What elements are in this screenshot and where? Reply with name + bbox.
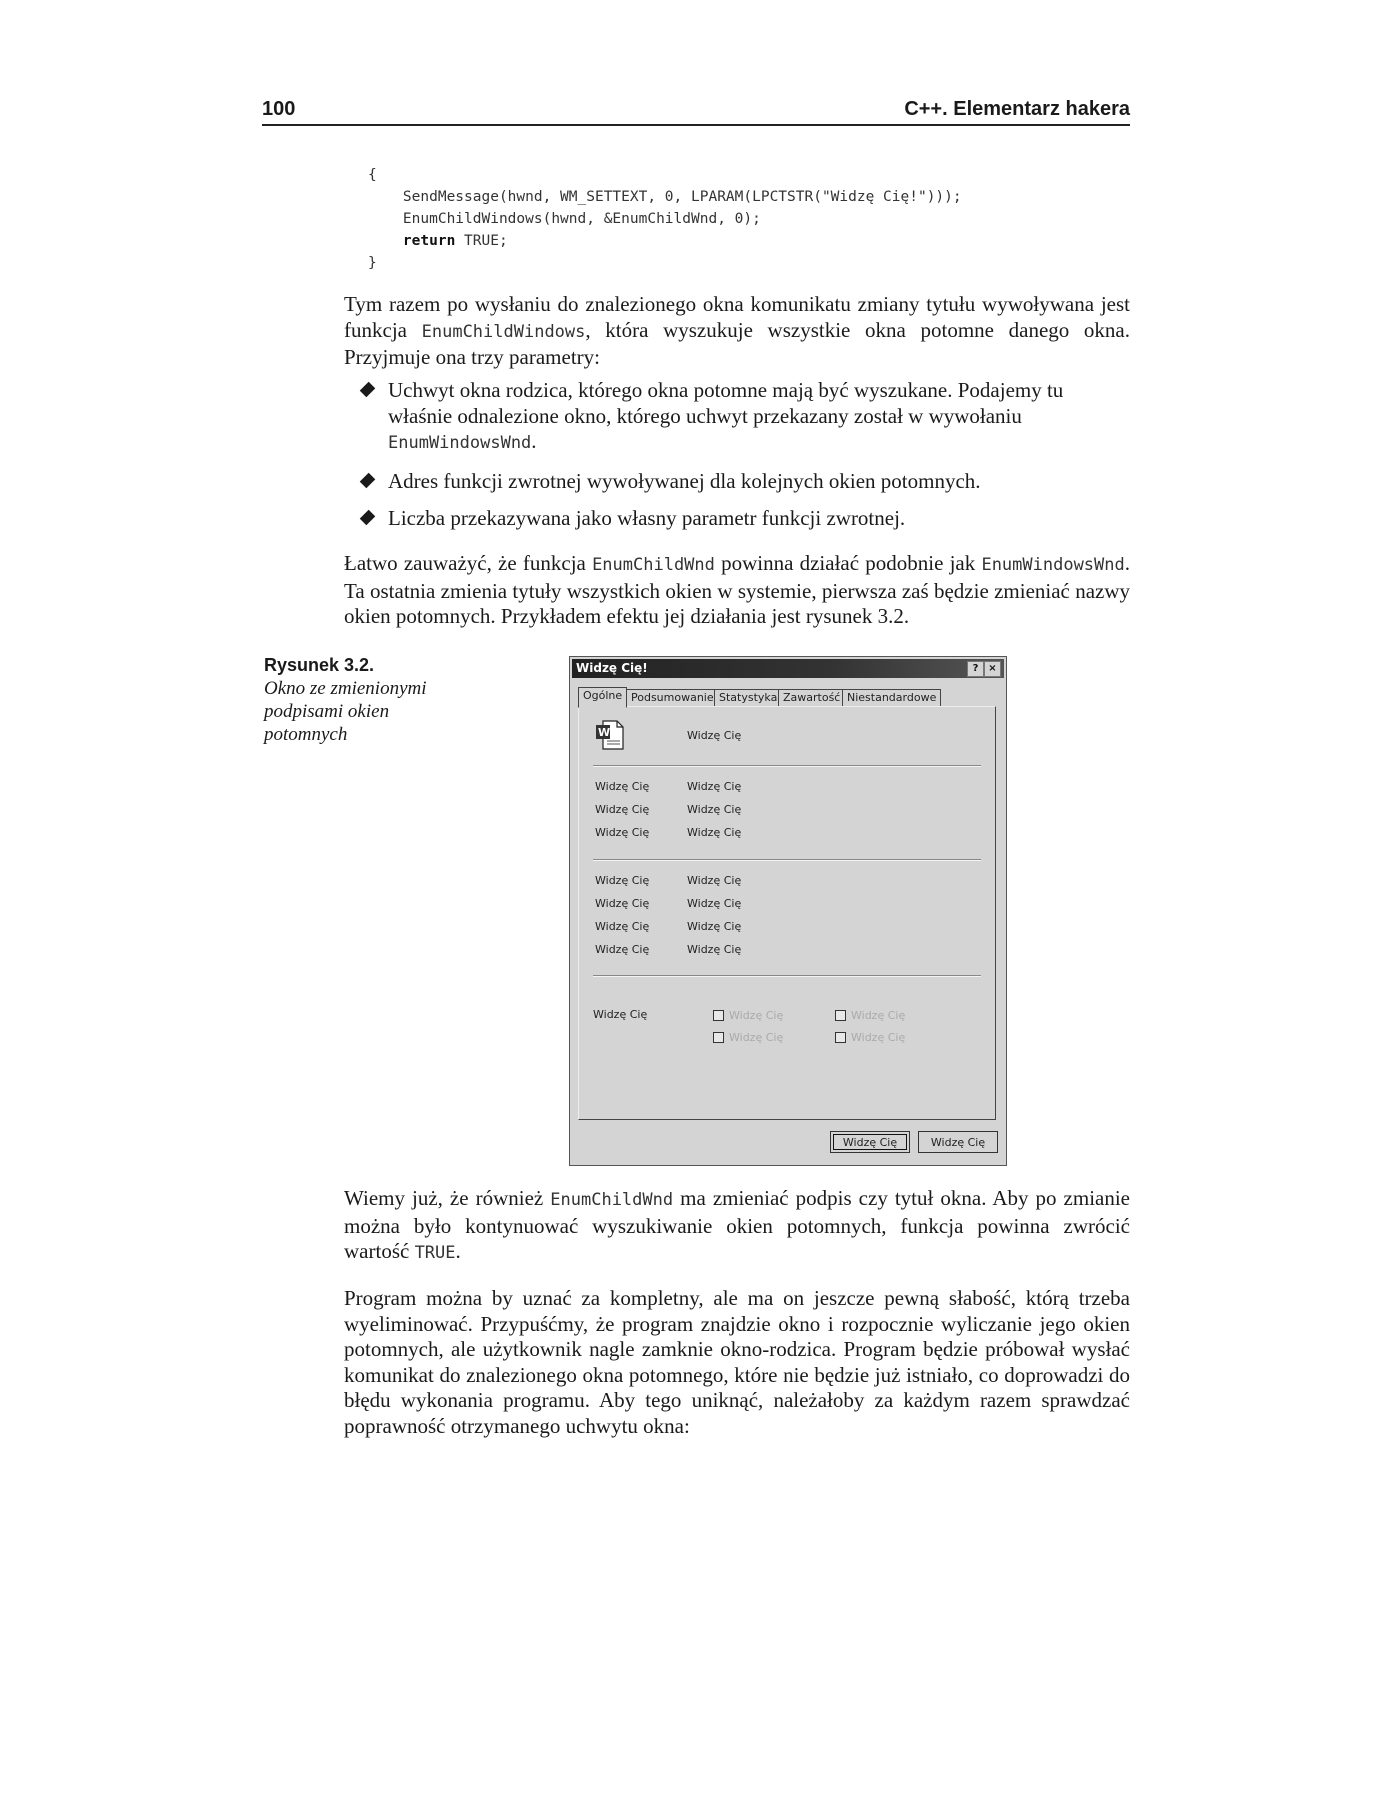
help-button[interactable]: ? bbox=[967, 661, 984, 677]
field-label: Widzę Cię bbox=[595, 780, 650, 793]
para1-code: EnumChildWindows bbox=[421, 321, 586, 342]
checkbox-label: Widzę Cię bbox=[851, 1009, 906, 1022]
attribute-checkbox[interactable] bbox=[713, 1032, 724, 1043]
field-label: Widzę Cię bbox=[595, 897, 650, 910]
word-document-icon bbox=[595, 719, 625, 751]
diamond-bullet-icon bbox=[360, 510, 376, 526]
para2-text-c: . Ta ostatnia zmienia tytuły wszystkich okien w systemie, pierwsza zaś będzie zmieniać nazwy okien potomnych. Przykładem efektu jej działania jest rysunek 3.2. bbox=[344, 551, 1130, 628]
field-value: Widzę Cię bbox=[687, 826, 742, 839]
field-label: Widzę Cię bbox=[595, 803, 650, 816]
tab-niestandardowe[interactable]: Niestandardowe bbox=[842, 689, 941, 706]
para2-text-a: Łatwo zauważyć, że funkcja bbox=[344, 551, 593, 575]
para3-code-a: EnumChildWnd bbox=[550, 1190, 674, 1210]
dialog-titlebar bbox=[572, 659, 1004, 678]
paragraph-3 bbox=[344, 1186, 1130, 1267]
ok-button[interactable]: Widzę Cię bbox=[830, 1131, 910, 1153]
attribute-checkbox[interactable] bbox=[835, 1010, 846, 1021]
para1-text-b: , która wyszukuje wszystkie okna potomne danego okna. Przyjmuje ona trzy parametry: bbox=[344, 317, 1130, 369]
close-button[interactable]: × bbox=[984, 661, 1001, 677]
field-value: Widzę Cię bbox=[687, 943, 742, 956]
field-label: Widzę Cię bbox=[595, 920, 650, 933]
field-value: Widzę Cię bbox=[687, 897, 742, 910]
figure-caption bbox=[264, 654, 434, 746]
diamond-bullet-icon bbox=[360, 472, 376, 488]
caption-text: Okno ze zmienionymi podpisami okien potomnych bbox=[264, 678, 427, 745]
tab-podsumowanie[interactable]: Podsumowanie bbox=[626, 689, 719, 706]
bullet3-text: Liczba przekazywana jako własny parametr funkcji zwrotnej. bbox=[388, 506, 906, 530]
field-label: Widzę Cię bbox=[595, 943, 650, 956]
caption-title: Rysunek 3.2. bbox=[264, 655, 375, 675]
para2-code-b: EnumWindowsWnd bbox=[981, 555, 1125, 575]
tab-statystyka[interactable]: Statystyka bbox=[714, 689, 782, 706]
code-close-brace: } bbox=[368, 255, 377, 271]
code-keyword-return: return bbox=[402, 233, 456, 249]
field-value: Widzę Cię bbox=[687, 920, 742, 933]
code-line-sendmessage: SendMessage(hwnd, WM_SETTEXT, 0, LPARAM(LPCTSTR("Widzę Cię!"))); bbox=[368, 189, 962, 205]
list-item bbox=[362, 469, 1130, 495]
bullet1-end: . bbox=[531, 429, 537, 453]
running-header bbox=[262, 96, 1130, 126]
bullet2-text: Adres funkcji zwrotnej wywoływanej dla kolejnych okien potomnych. bbox=[388, 468, 981, 493]
attribute-checkbox[interactable] bbox=[835, 1032, 846, 1043]
parameter-list bbox=[362, 378, 1130, 544]
paragraph-1 bbox=[344, 292, 1130, 371]
para1-text-a: Tym razem po wysłaniu do znalezionego okna komunikatu zmiany tytułu wywoływana jest funkcja bbox=[344, 292, 1130, 342]
checkbox-label: Widzę Cię bbox=[729, 1009, 784, 1022]
para2-code-a: EnumChildWnd bbox=[592, 555, 715, 575]
para3-code-b: TRUE bbox=[414, 1243, 456, 1263]
bullet1-text: Uchwyt okna rodzica, którego okna potomne mają być wyszukane. Podajemy tu właśnie odnalezione okno, którego uchwyt przekazany został w wywołaniu bbox=[388, 378, 1064, 428]
field-value: Widzę Cię bbox=[687, 780, 742, 793]
code-line-return-value: TRUE; bbox=[455, 233, 508, 249]
separator bbox=[593, 975, 981, 977]
field-label: Widzę Cię bbox=[595, 874, 650, 887]
dialog-title: Widzę Cię! bbox=[576, 661, 648, 675]
attributes-label: Widzę Cię bbox=[593, 1008, 648, 1021]
code-open-brace: { bbox=[368, 167, 377, 183]
bullet1-code: EnumWindowsWnd bbox=[388, 433, 532, 453]
para3-text-c: . bbox=[455, 1239, 461, 1263]
para3-text-a: Wiemy już, że również bbox=[344, 1186, 551, 1210]
separator bbox=[593, 859, 981, 861]
dialog-screenshot bbox=[569, 656, 1007, 1166]
field-value: Widzę Cię bbox=[687, 874, 742, 887]
page-number: 100 bbox=[262, 98, 296, 120]
tab-ogolne[interactable]: Ogólne bbox=[578, 687, 627, 708]
diamond-bullet-icon bbox=[360, 382, 376, 398]
para3-text-b: ma zmieniać podpis czy tytuł okna. Aby po zmianie można było kontynuować wyszukiwanie okien potomnych, funkcja powinna zwrócić wartość bbox=[344, 1186, 1131, 1263]
document-name-label: Widzę Cię bbox=[687, 729, 742, 742]
para2-text-b: powinna działać podobnie jak bbox=[714, 551, 982, 575]
tab-zawartosc[interactable]: Zawartość bbox=[778, 689, 845, 706]
code-listing bbox=[368, 164, 962, 274]
field-label: Widzę Cię bbox=[595, 826, 650, 839]
attribute-checkbox[interactable] bbox=[713, 1010, 724, 1021]
tab-panel bbox=[578, 706, 996, 1120]
checkbox-label: Widzę Cię bbox=[729, 1031, 784, 1044]
paragraph-4: Program można by uznać za kompletny, ale ma on jeszcze pewną słabość, którą trzeba wyeliminować. Przypuśćmy, że program znajdzie okno i rozpocznie wyliczanie jego okien potomnych, ale użytkownik nagle zamknie okno-rodzica. Program będzie próbował wysłać komunikat do znalezionego okna potomnego, które nie będzie już istniało, co doprowadzi do błędu wykonania programu. Aby tego uniknąć, należałoby za każdym razem sprawdzać poprawność otrzymanego uchwytu okna: bbox=[344, 1286, 1130, 1438]
svg-text:W: W bbox=[598, 726, 611, 739]
code-line-enumchild: EnumChildWindows(hwnd, &EnumChildWnd, 0); bbox=[368, 211, 761, 227]
checkbox-label: Widzę Cię bbox=[851, 1031, 906, 1044]
cancel-button[interactable]: Widzę Cię bbox=[918, 1131, 998, 1153]
list-item bbox=[362, 378, 1130, 457]
field-value: Widzę Cię bbox=[687, 803, 742, 816]
book-title: C++. Elementarz hakera bbox=[904, 98, 1130, 120]
list-item bbox=[362, 506, 1130, 532]
paragraph-2 bbox=[344, 551, 1130, 630]
separator bbox=[593, 765, 981, 767]
